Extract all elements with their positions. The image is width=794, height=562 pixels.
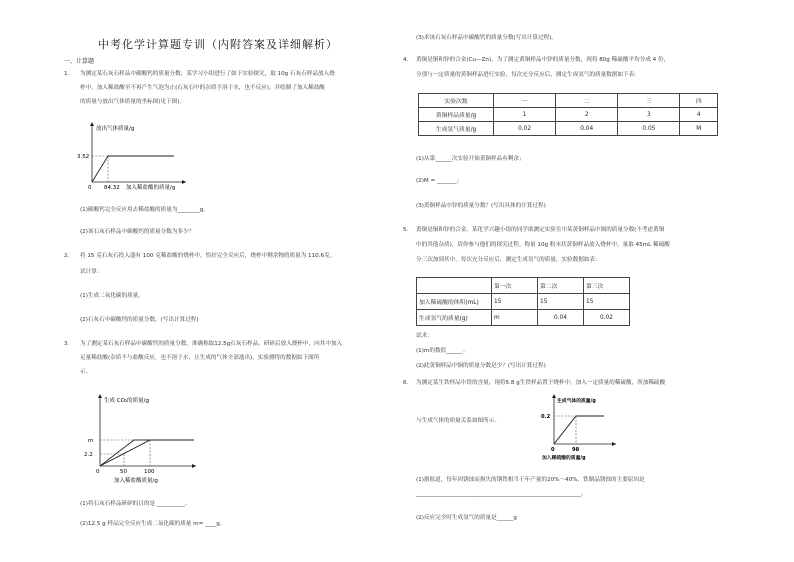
table-cell: 0.04	[556, 122, 618, 136]
question-text-line: 中的其他杂质)，请你参与他们的探究过程。称量 10g 粉末状黄铜样品放入烧杯中，量取 45mL 稀硫酸	[416, 242, 670, 248]
sub-question: (2)12.5 g 样品完全反应生成二氧化碳的质量 m= ____g。	[80, 521, 226, 527]
section-heading: 一、计算题	[64, 58, 95, 65]
sub-question: (2)此黄铜样品中铜的质量分数是少？(写出计算过程)	[416, 363, 546, 369]
q3-figure	[84, 390, 204, 486]
table-cell: 0.04	[538, 310, 584, 326]
y-tick-label: 3.52	[77, 154, 90, 160]
data-line	[554, 416, 604, 444]
x-tick-label: 50	[120, 469, 127, 475]
table-cell: 第三次	[584, 278, 630, 294]
y-axis-label: 放出气体质量/g	[96, 126, 135, 132]
table-cell: 三	[618, 94, 680, 108]
table-row	[417, 294, 630, 310]
question-number: 1.	[64, 71, 70, 77]
question-text-line: 试计算：	[80, 269, 103, 275]
sub-question: (1)碳酸钙完全反应用去稀盐酸的质量为________g。	[80, 207, 209, 213]
table-cell: 15	[492, 294, 538, 310]
question-number: 6.	[403, 380, 409, 386]
table-cell: 15	[584, 294, 630, 310]
trial-label: 试求：	[416, 333, 433, 339]
table-cell: 四	[680, 94, 718, 108]
question-text-line: 黄铜是铜和锌的合金。某化学兴趣小组的同学欲测定实验室中某黄铜样品中铜的质量分数(不考虑黄铜	[416, 227, 665, 233]
sub-question: (2)反应完全时生成氢气的质量是______g	[416, 515, 517, 521]
origin-label: 0	[96, 469, 100, 475]
data-line	[100, 440, 194, 466]
sub-question: (2)M = _______；	[416, 178, 463, 184]
y-tick-label: 0.2	[541, 414, 551, 420]
table-cell: 黄铜样品质量/g	[419, 108, 494, 122]
question-text-line: 示。	[80, 369, 92, 375]
question-text-line: 与生成气体的质量关系如图所示。	[416, 418, 500, 424]
y-tick-label: m	[88, 438, 94, 444]
table-header-row	[419, 94, 718, 108]
table-cell: 2	[556, 108, 618, 122]
table-cell: 第二次	[538, 278, 584, 294]
question-number: 3.	[64, 341, 70, 347]
y-tick-label: 2.2	[84, 452, 93, 458]
x-axis-label: 加入稀盐酸质量/g	[114, 478, 158, 484]
table-cell: 0.02	[584, 310, 630, 326]
x-axis-label: 加入稀盐酸的质量/g	[126, 185, 176, 191]
x-tick-label: 100	[144, 469, 155, 475]
q6-figure	[540, 392, 620, 462]
table-header-row	[417, 278, 630, 294]
table-cell: 0.02	[494, 122, 556, 136]
table-row	[417, 310, 630, 326]
table-cell: 加入稀硫酸的体积(mL)	[417, 294, 492, 310]
table-cell: 15	[538, 294, 584, 310]
table-cell: 生成氢气的质量(g)	[417, 310, 492, 326]
table-cell: 生成氢气质量/g	[419, 122, 494, 136]
question-text-line: 将 15 克石灰石投入盛有 100 克稀盐酸的烧杯中，恰好完全反应后，烧杯中剩余物的质量为 110.6克。	[80, 253, 336, 259]
question-text-line: 黄铜是铜和锌的合金(Cu—Zn)，为了测定黄铜样品中锌的质量分数，现将 80g 稀硫酸平均分成 4 份，	[416, 57, 670, 63]
sub-question: (3)黄铜样品中锌的质量分数？(写出具体的计算过程)	[416, 203, 546, 209]
table-cell	[417, 278, 492, 294]
table-cell: 0.05	[618, 122, 680, 136]
question-text-line: 为测定某石灰石样品中碳酸钙的质量分数，某学习小组进行了如下实验探究，取 10g 石灰石样品放入烧	[80, 71, 335, 77]
table-row	[419, 122, 718, 136]
table-cell: 一	[494, 94, 556, 108]
table-cell: 3	[618, 108, 680, 122]
x-tick-label: 84.32	[104, 185, 120, 191]
q1-figure	[74, 118, 194, 196]
table-cell: M	[680, 122, 718, 136]
q4-data-table	[418, 93, 718, 136]
table-cell: 4	[680, 108, 718, 122]
question-number: 5.	[403, 227, 409, 233]
question-text-line: 足量稀盐酸(杂质不与盐酸反应，也不溶于水，且生成的气体全部逸出)，实验测得的数据如下图所	[80, 355, 320, 361]
question-text-line: 的质量与放出气体质量的坐标图(见下图)。	[80, 99, 186, 105]
sub-question: (1)m的数值______。	[416, 348, 469, 354]
origin-label: 0	[551, 447, 555, 453]
sub-question: (1)将石灰石样品研碎的目的是 __________。	[80, 501, 191, 507]
question-text-line: 分三次加到其中，每次充分反应后，测定生成氢气的质量，实验数据如表：	[416, 257, 601, 263]
table-cell: 二	[556, 94, 618, 108]
sub-question-blank: ___________________________________________________________。	[416, 491, 587, 497]
sub-question: (3)求该石灰石样品中碳酸钙的质量分数(写出计算过程)。	[416, 35, 557, 41]
data-line	[92, 156, 174, 182]
question-number: 2.	[64, 253, 70, 259]
sub-question: (1)据报道，每年因锈蚀而损失的钢铁相当于年产量的20%～40%，铁制品锈蚀的主要原因是	[416, 477, 645, 483]
x-tick-label: 98	[572, 447, 580, 453]
page-title: 中考化学计算题专训（内附答案及详细解析）	[98, 38, 338, 51]
y-axis-label: 生成气体的质量/g	[557, 399, 596, 404]
sub-question: (2)石灰石中碳酸钙的质量分数。(写出计算过程)	[80, 317, 199, 323]
question-text-line: 杯中，加入稀盐酸至不再产生气泡为止(石灰石中的杂质不溶于水，也不反应)，并绘制了加入稀盐酸	[80, 85, 325, 91]
x-axis-label: 加入稀硫酸的质量/g	[542, 456, 586, 461]
question-number: 4.	[403, 57, 409, 63]
question-text-line: 为了测定某石灰石样品中碳酸钙的质量分数，准确称取12.5g石灰石样品，研碎后放入烧杯中，向其中加入	[80, 341, 343, 347]
table-cell: m	[492, 310, 538, 326]
origin-label: 0	[88, 185, 92, 191]
table-cell: 实验次数	[419, 94, 494, 108]
q5-data-table	[416, 277, 630, 326]
table-cell: 第一次	[492, 278, 538, 294]
sub-question: (1)生成二氧化碳的质量。	[80, 293, 144, 299]
sub-question: (2)该石灰石样品中碳酸钙的质量分数为多少？	[80, 229, 195, 235]
question-text-line: 分别与一定质量的黄铜样品进行实验，每次充分反应后，测定生成氢气的质量数据如下表：	[416, 72, 640, 78]
sub-question: (1)从第______次实验开始黄铜样品有剩余；	[416, 156, 525, 162]
y-axis-label: 生成 CO₂的质量/g	[104, 398, 149, 404]
table-row	[419, 108, 718, 122]
question-text-line: 为测定某生铁样品中铁的含量，现将5.8 g生铁样品置于烧杯中，加入一定质量的稀硫酸，所加稀硫酸	[416, 380, 666, 386]
table-cell: 1	[494, 108, 556, 122]
